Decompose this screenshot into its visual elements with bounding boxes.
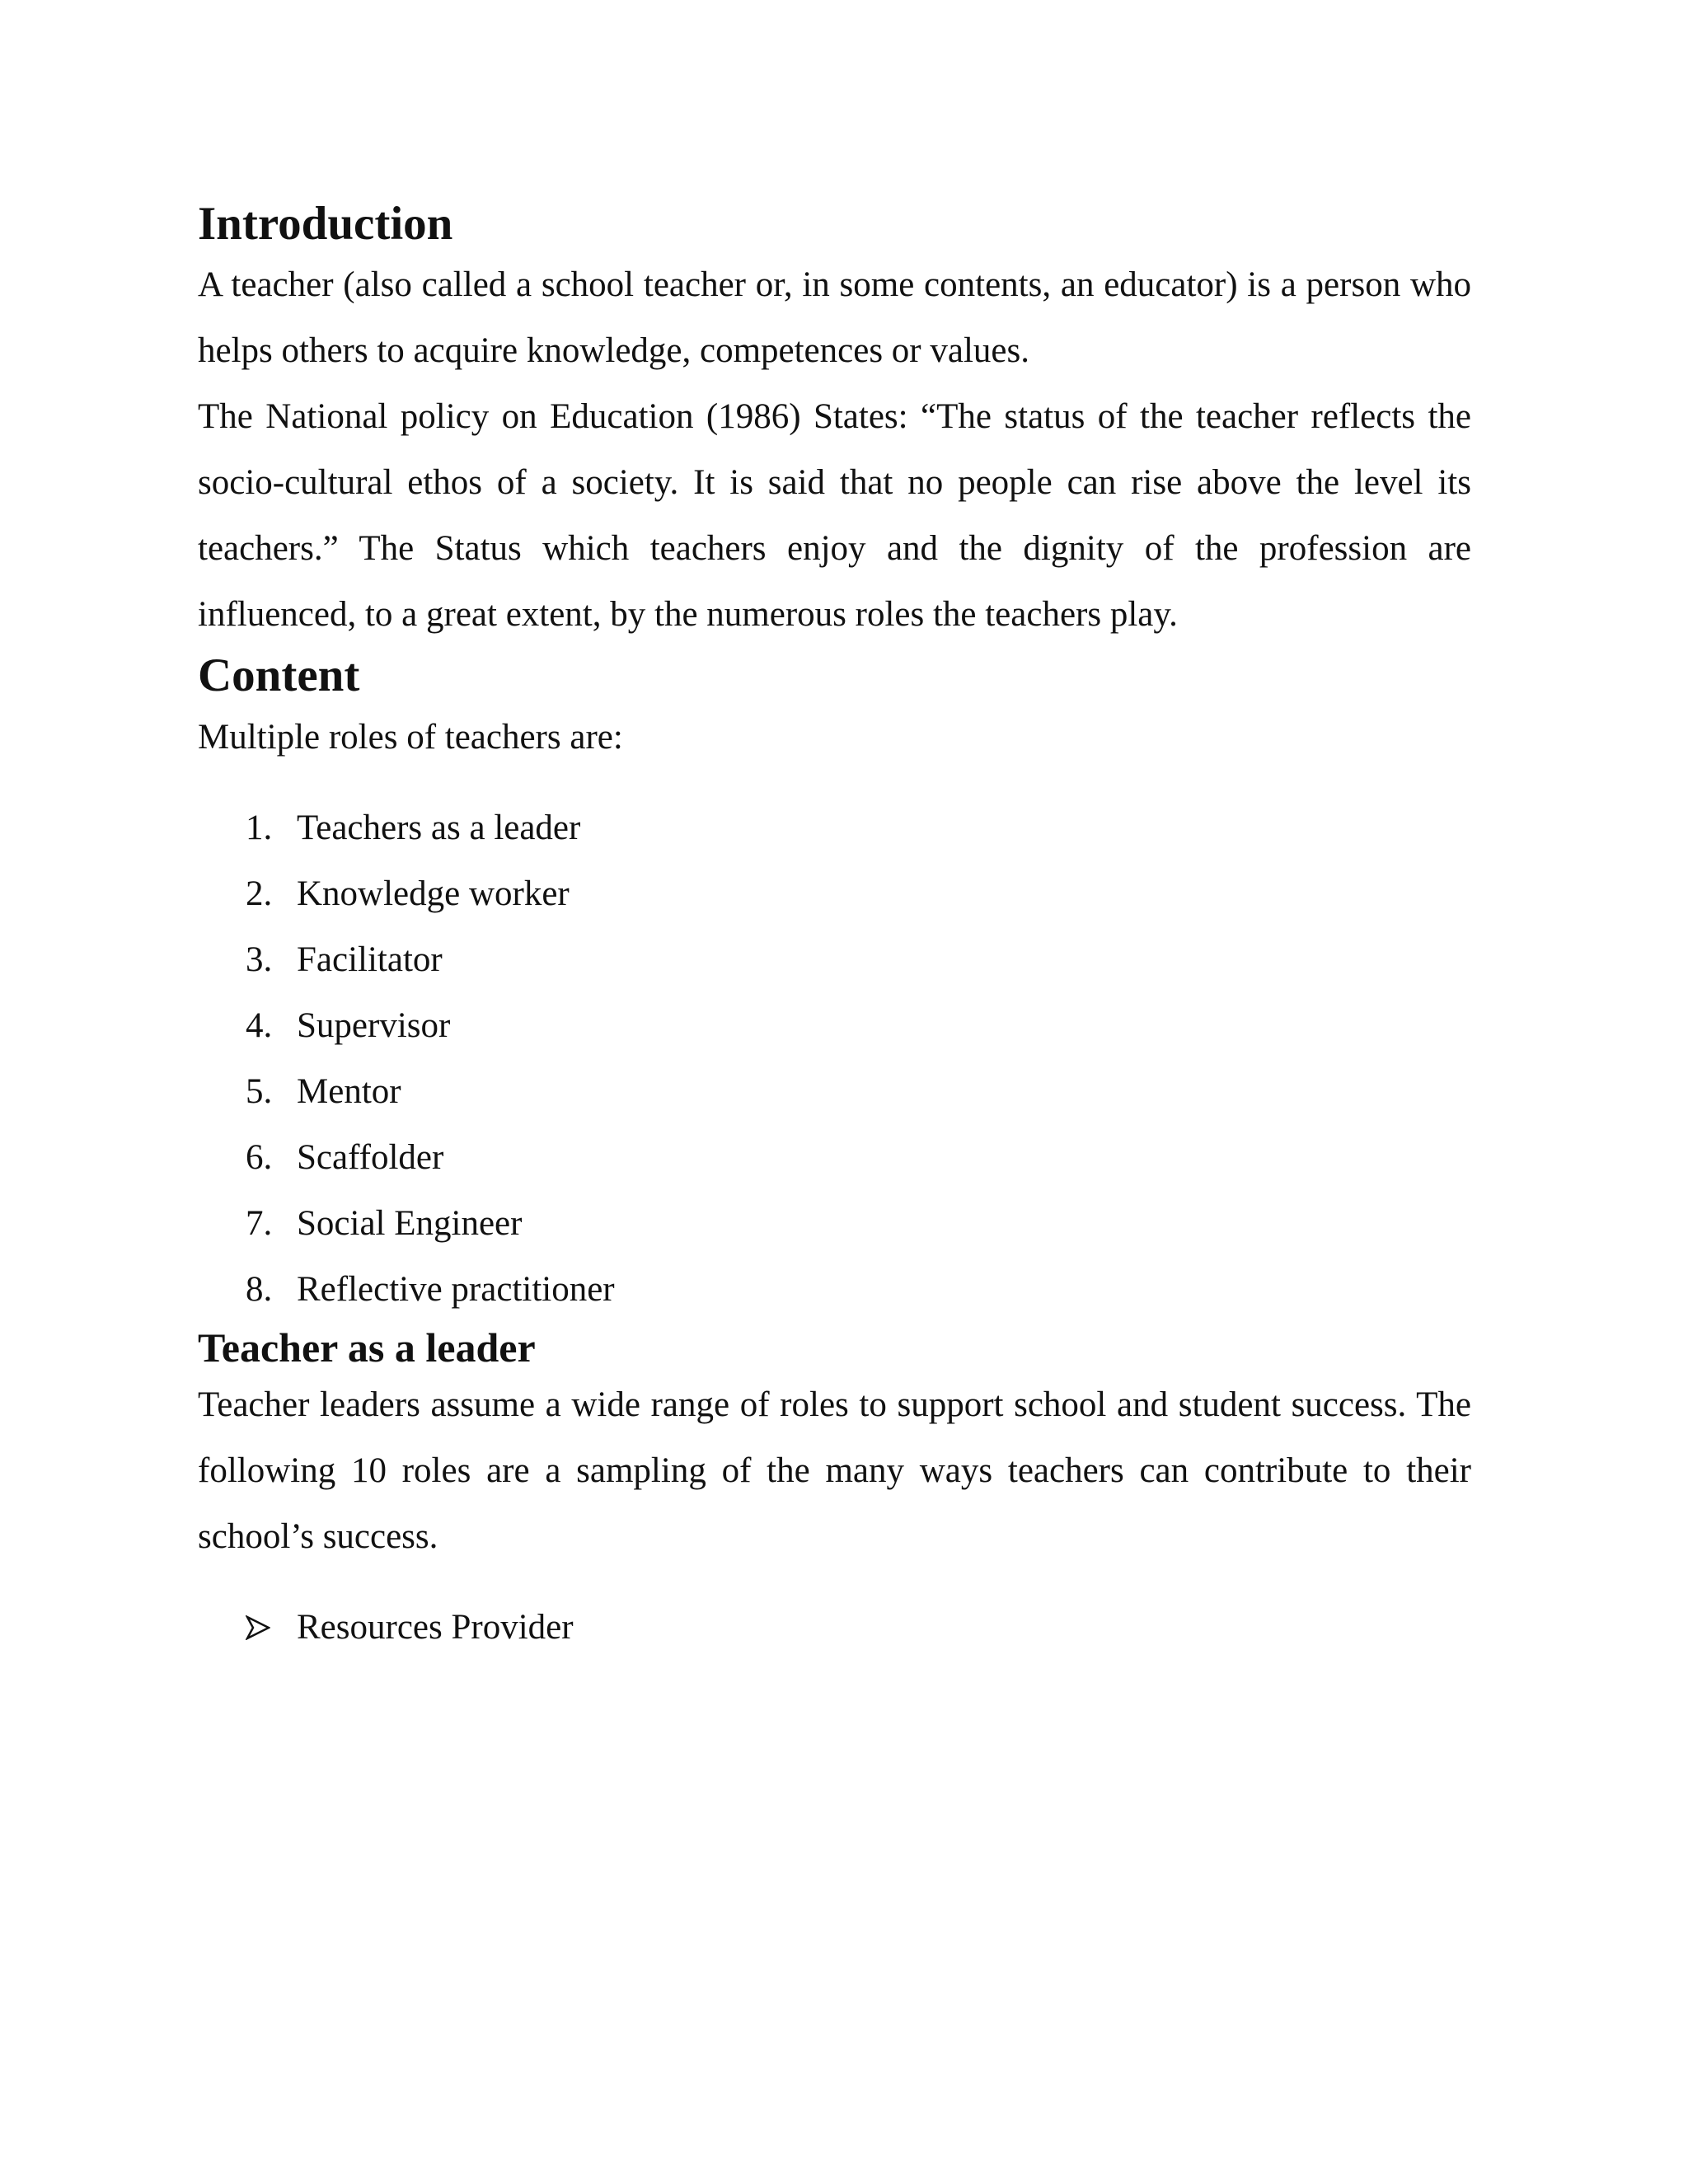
list-item-label: Mentor — [297, 1071, 401, 1111]
roles-list — [198, 795, 1471, 1323]
roles-lead-text: Multiple roles of teachers are: — [198, 717, 623, 757]
list-item-number: 1. — [246, 808, 273, 847]
list-item — [198, 1125, 1471, 1191]
introduction-heading: Introduction — [198, 198, 453, 250]
teacher-leader-paragraph: Teacher leaders assume a wide range of roles to support school and student success. The following 10 roles are a sampling of the many ways teachers can contribute to their school’s success. — [198, 1385, 1471, 1556]
list-item — [198, 927, 1471, 993]
teacher-leader-heading: Teacher as a leader — [198, 1324, 536, 1371]
list-item — [198, 1595, 1471, 1661]
list-item-number: 4. — [246, 1005, 273, 1045]
list-item — [198, 795, 1471, 861]
list-item — [198, 861, 1471, 927]
list-item-label: Facilitator — [297, 940, 443, 979]
document-body — [198, 196, 1471, 1661]
teacher-leader-bullet-list — [198, 1595, 1471, 1661]
list-item — [198, 1059, 1471, 1125]
content-heading: Content — [198, 649, 360, 702]
list-item — [198, 993, 1471, 1059]
list-item — [198, 1257, 1471, 1323]
list-item-number: 7. — [246, 1203, 273, 1243]
introduction-paragraph-1: A teacher (also called a school teacher or, in some contents, an educator) is a person who helps others to acquire knowledge, competences or values. — [198, 265, 1471, 371]
list-item-label: Resources Provider — [297, 1607, 574, 1647]
list-item — [198, 1191, 1471, 1257]
list-item-label: Social Engineer — [297, 1203, 523, 1243]
introduction-paragraph-2: The National policy on Education (1986) States: “The status of the teacher reflects the socio-cultural ethos of a society. It is said that no people can rise above the level its teachers.” The Status which teachers enjoy and the dignity of the profession are influenced, to a great extent, by the numerous roles the teachers play. — [198, 397, 1471, 635]
list-item-number: 2. — [246, 874, 273, 913]
list-item-label: Reflective practitioner — [297, 1269, 615, 1309]
list-item-label: Supervisor — [297, 1005, 451, 1045]
list-item-label: Scaffolder — [297, 1137, 444, 1177]
arrowhead-bullet-icon — [198, 1615, 297, 1640]
list-item-label: Knowledge worker — [297, 874, 570, 913]
list-item-number: 3. — [246, 940, 273, 979]
list-item-number: 8. — [246, 1269, 273, 1309]
list-item-label: Teachers as a leader — [297, 808, 581, 847]
list-item-number: 6. — [246, 1137, 273, 1177]
list-item-number: 5. — [246, 1071, 273, 1111]
